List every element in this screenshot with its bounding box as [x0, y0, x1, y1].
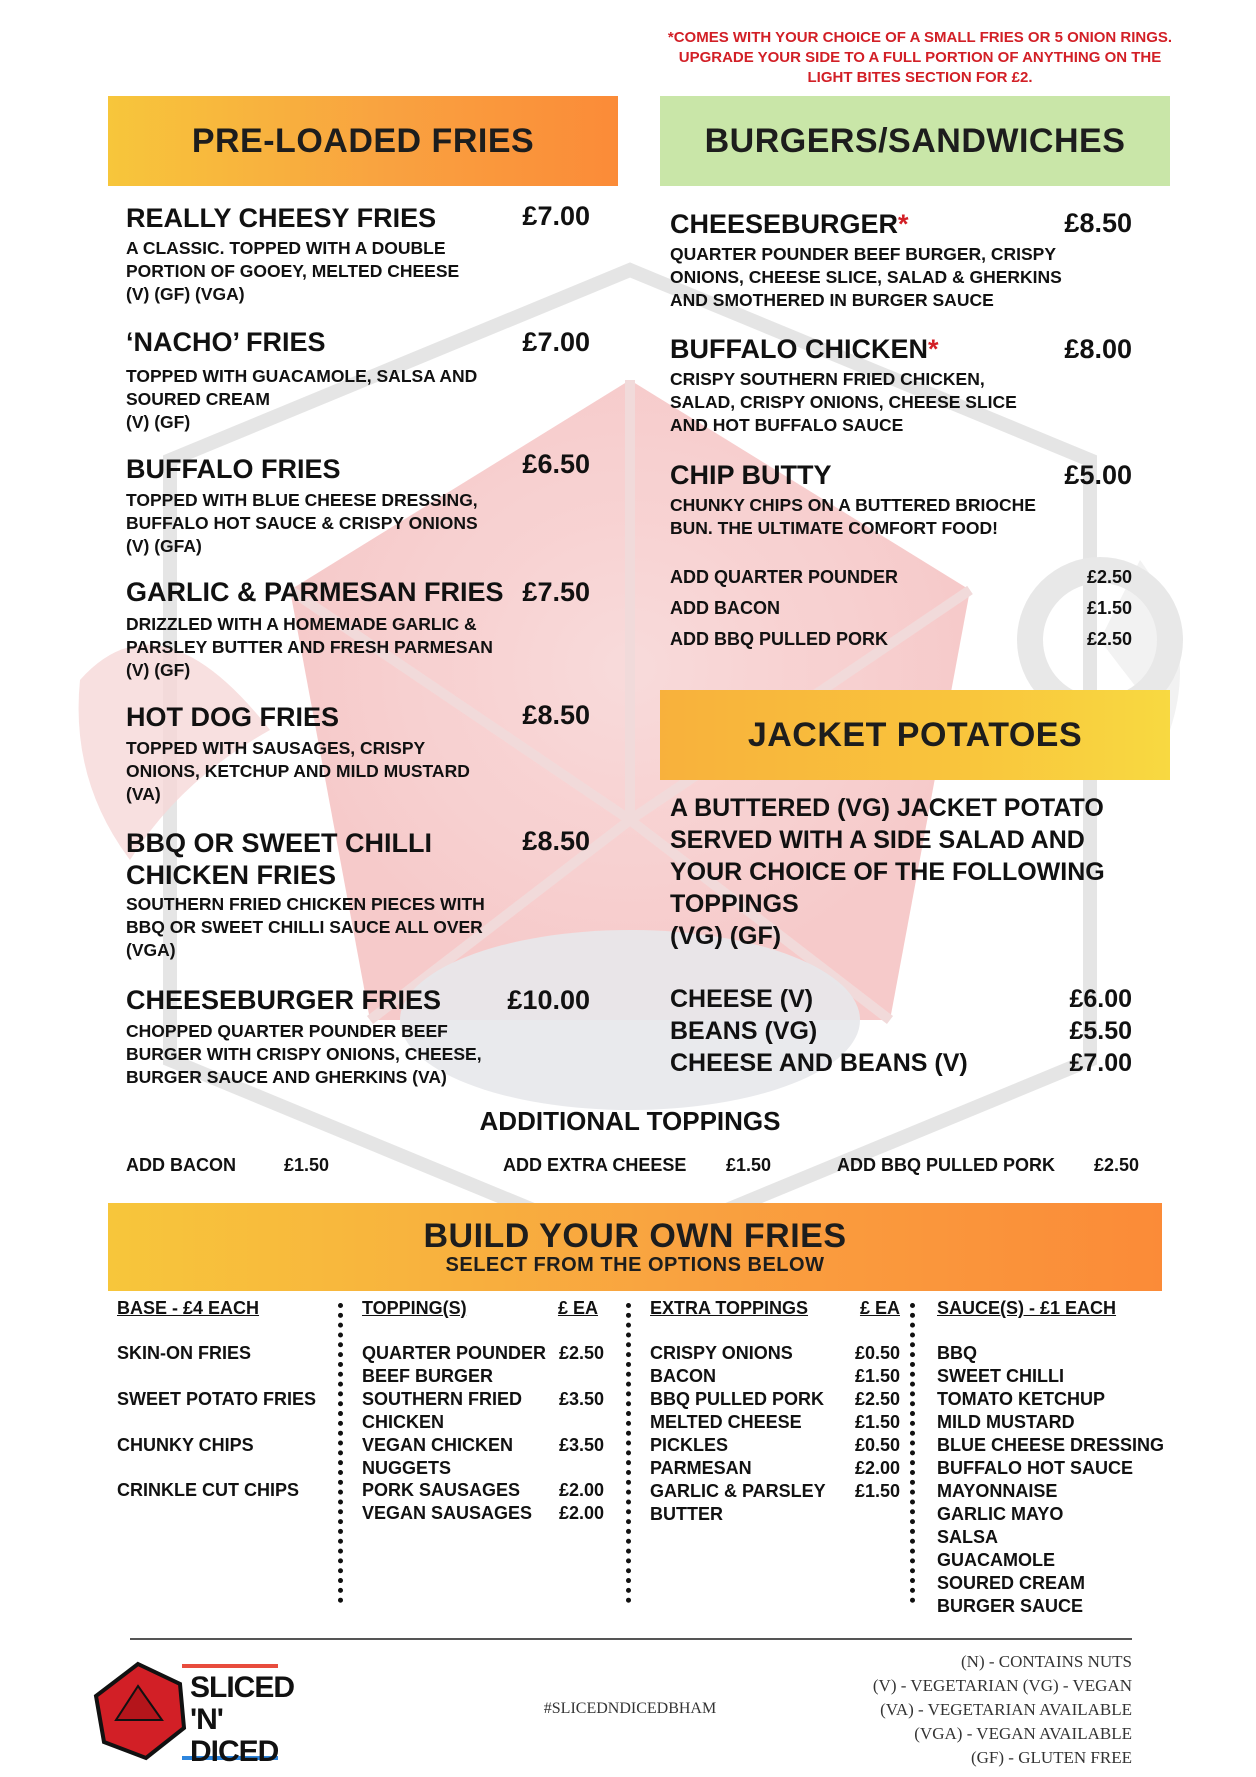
burgers-header: BURGERS/SANDWICHES — [660, 96, 1170, 186]
base-item: SKIN-ON FRIES — [117, 1343, 252, 1363]
fries-item-price: £8.50 — [522, 700, 590, 730]
hashtag: #SLICEDNDICEDBHAM — [543, 1700, 717, 1717]
burger-addon-price: £2.50 — [1086, 629, 1132, 649]
column-divider — [626, 1303, 631, 1603]
extras-price-header: £ EA — [859, 1298, 900, 1318]
fries-item-name: GARLIC & PARMESAN FRIES — [126, 577, 504, 607]
fries-item-desc: SOUTHERN FRIED CHICKEN PIECES WITH BBQ OR SWEET CHILLI SAUCE ALL OVER (VGA) — [126, 894, 485, 960]
fries-item-desc: TOPPED WITH GUACAMOLE, SALSA AND SOURED CREAM (V) (GF) — [126, 366, 478, 432]
fries-item-name: BBQ OR SWEET CHILLI CHICKEN FRIES — [126, 828, 432, 890]
fries-item-price: £8.50 — [522, 826, 590, 856]
preloaded-fries-header: PRE-LOADED FRIES — [108, 96, 618, 186]
extras-column-header: EXTRA TOPPINGS — [650, 1298, 809, 1318]
fries-item-name: HOT DOG FRIES — [126, 702, 340, 732]
jacket-option-name: CHEESE AND BEANS (V) — [670, 1049, 968, 1077]
burger-item-price: £8.00 — [1064, 334, 1132, 364]
burger-item-name: CHIP BUTTY — [670, 460, 832, 490]
burger-item-price: £8.50 — [1064, 208, 1132, 238]
topping-price: £3.50 — [558, 1389, 604, 1409]
topping-item: SOUTHERN FRIED CHICKEN — [362, 1389, 523, 1432]
sauces-column-header: SAUCE(S) - £1 EACH — [937, 1298, 1117, 1318]
fries-item-name: CHEESEBURGER FRIES — [126, 985, 442, 1015]
base-item: CRINKLE CUT CHIPS — [117, 1480, 300, 1500]
topping-price: £3.50 — [558, 1435, 604, 1455]
fries-item-desc: TOPPED WITH BLUE CHEESE DRESSING, BUFFALO HOT SAUCE & CRISPY ONIONS (V) (GFA) — [126, 490, 478, 556]
burger-addon-name: ADD BBQ PULLED PORK — [670, 629, 889, 649]
fries-item-price: £7.00 — [522, 201, 590, 231]
topping-item: VEGAN CHICKEN NUGGETS — [362, 1435, 514, 1478]
fries-item-name: BUFFALO FRIES — [126, 454, 341, 484]
fries-item-price: £7.50 — [522, 577, 590, 607]
fries-item-price: £7.00 — [522, 327, 590, 357]
base-item: CHUNKY CHIPS — [117, 1435, 254, 1455]
jacket-option-name: BEANS (VG) — [670, 1017, 818, 1045]
additional-item-price: £1.50 — [284, 1155, 330, 1175]
topping-price: £2.00 — [558, 1503, 604, 1523]
build-title: BUILD YOUR OWN FRIES — [423, 1217, 847, 1255]
burger-addon-price: £2.50 — [1086, 567, 1132, 587]
column-divider — [910, 1303, 915, 1603]
logo-text: SLICED 'N' DICED — [190, 1671, 295, 1768]
topping-item: PORK SAUSAGES — [362, 1480, 521, 1500]
fries-item-name: REALLY CHEESY FRIES — [126, 203, 437, 233]
side-note: *COMES WITH YOUR CHOICE OF A SMALL FRIES OR 5 ONION RINGS. UPGRADE YOUR SIDE TO A FULL PORTION OF ANYTHING ON THE LIGHT BITES SECTION FOR £2. — [667, 29, 1173, 86]
additional-item-name: ADD BBQ PULLED PORK — [837, 1155, 1056, 1175]
topping-price: £2.00 — [558, 1480, 604, 1500]
topping-item: QUARTER POUNDER BEEF BURGER — [362, 1343, 547, 1386]
fries-item-desc: TOPPED WITH SAUSAGES, CRISPY ONIONS, KETCHUP AND MILD MUSTARD (VA) — [126, 738, 470, 804]
burger-item-desc: CHUNKY CHIPS ON A BUTTERED BRIOCHE BUN. THE ULTIMATE COMFORT FOOD! — [670, 495, 1036, 538]
jacket-option-name: CHEESE (V) — [670, 985, 814, 1013]
additional-item-name: ADD EXTRA CHEESE — [503, 1155, 687, 1175]
fries-item-desc: CHOPPED QUARTER POUNDER BEEF BURGER WITH CRISPY ONIONS, CHEESE, BURGER SAUCE AND GHERKINS (VA) — [126, 1021, 482, 1087]
burger-item-desc: QUARTER POUNDER BEEF BURGER, CRISPY ONIONS, CHEESE SLICE, SALAD & GHERKINS AND SMOTHERED IN BURGER SAUCE — [670, 244, 1062, 310]
jacket-option-price: £6.00 — [1069, 985, 1132, 1013]
dietary-legend: (N) - CONTAINS NUTS (V) - VEGETARIAN (VG) - VEGAN (VA) - VEGETARIAN AVAILABLE (VGA) - VEGAN AVAILABLE (GF) - GLUTEN FREE — [872, 1652, 1132, 1767]
additional-item-name: ADD BACON — [126, 1155, 236, 1175]
fries-item-desc: A CLASSIC. TOPPED WITH A DOUBLE PORTION OF GOOEY, MELTED CHEESE (V) (GF) (VGA) — [126, 238, 460, 304]
additional-item-price: £1.50 — [726, 1155, 772, 1175]
burger-item-price: £5.00 — [1064, 460, 1132, 490]
logo — [90, 1656, 300, 1766]
extra-price: £0.50 £1.50 £2.50 £1.50 £0.50 £2.00 £1.50 — [854, 1343, 900, 1501]
build-subtitle: SELECT FROM THE OPTIONS BELOW — [445, 1254, 825, 1276]
burger-addon-price: £1.50 — [1086, 598, 1132, 618]
burger-addon-name: ADD BACON — [670, 598, 780, 618]
extra-item: CRISPY ONIONS BACON BBQ PULLED PORK MELTED CHEESE PICKLES PARMESAN GARLIC & PARSLEY BUTTER — [650, 1343, 826, 1524]
build-your-own-header — [108, 1203, 1162, 1291]
burger-item-name: BUFFALO CHICKEN* — [670, 334, 939, 364]
fries-item-price: £10.00 — [507, 985, 590, 1015]
additional-item-price: £2.50 — [1094, 1155, 1140, 1175]
jacket-option-price: £5.50 — [1069, 1017, 1132, 1045]
fries-item-price: £6.50 — [522, 449, 590, 479]
topping-item: VEGAN SAUSAGES — [362, 1503, 533, 1523]
toppings-price-header: £ EA — [557, 1298, 598, 1318]
burger-item-desc: CRISPY SOUTHERN FRIED CHICKEN, SALAD, CRISPY ONIONS, CHEESE SLICE AND HOT BUFFALO SAUCE — [670, 369, 1017, 435]
sauce-list: BBQ SWEET CHILLI TOMATO KETCHUP MILD MUSTARD BLUE CHEESE DRESSING BUFFALO HOT SAUCE MAYONNAISE GARLIC MAYO SALSA GUACAMOLE SOURED CREAM BURGER SAUCE — [937, 1343, 1165, 1616]
burger-item-name: CHEESEBURGER* — [670, 209, 909, 239]
toppings-column-header: TOPPING(S) — [362, 1298, 467, 1318]
burger-addon-name: ADD QUARTER POUNDER — [670, 567, 899, 587]
base-item: SWEET POTATO FRIES — [117, 1389, 317, 1409]
additional-toppings-header: ADDITIONAL TOPPINGS — [479, 1106, 781, 1136]
jacket-option-price: £7.00 — [1069, 1049, 1132, 1077]
footer-divider — [130, 1638, 1132, 1640]
fries-item-desc: DRIZZLED WITH A HOMEMADE GARLIC & PARSLEY BUTTER AND FRESH PARMESAN (V) (GF) — [126, 614, 493, 680]
jacket-desc: A BUTTERED (VG) JACKET POTATO SERVED WITH A SIDE SALAD AND YOUR CHOICE OF THE FOLLOWING TOPPINGS (VG) (GF) — [670, 794, 1105, 950]
fries-item-name: ‘NACHO’ FRIES — [126, 327, 326, 357]
column-divider — [338, 1303, 343, 1603]
topping-price: £2.50 — [558, 1343, 604, 1363]
jacket-potatoes-header: JACKET POTATOES — [660, 690, 1170, 780]
base-column-header: BASE - £4 EACH — [117, 1298, 260, 1318]
